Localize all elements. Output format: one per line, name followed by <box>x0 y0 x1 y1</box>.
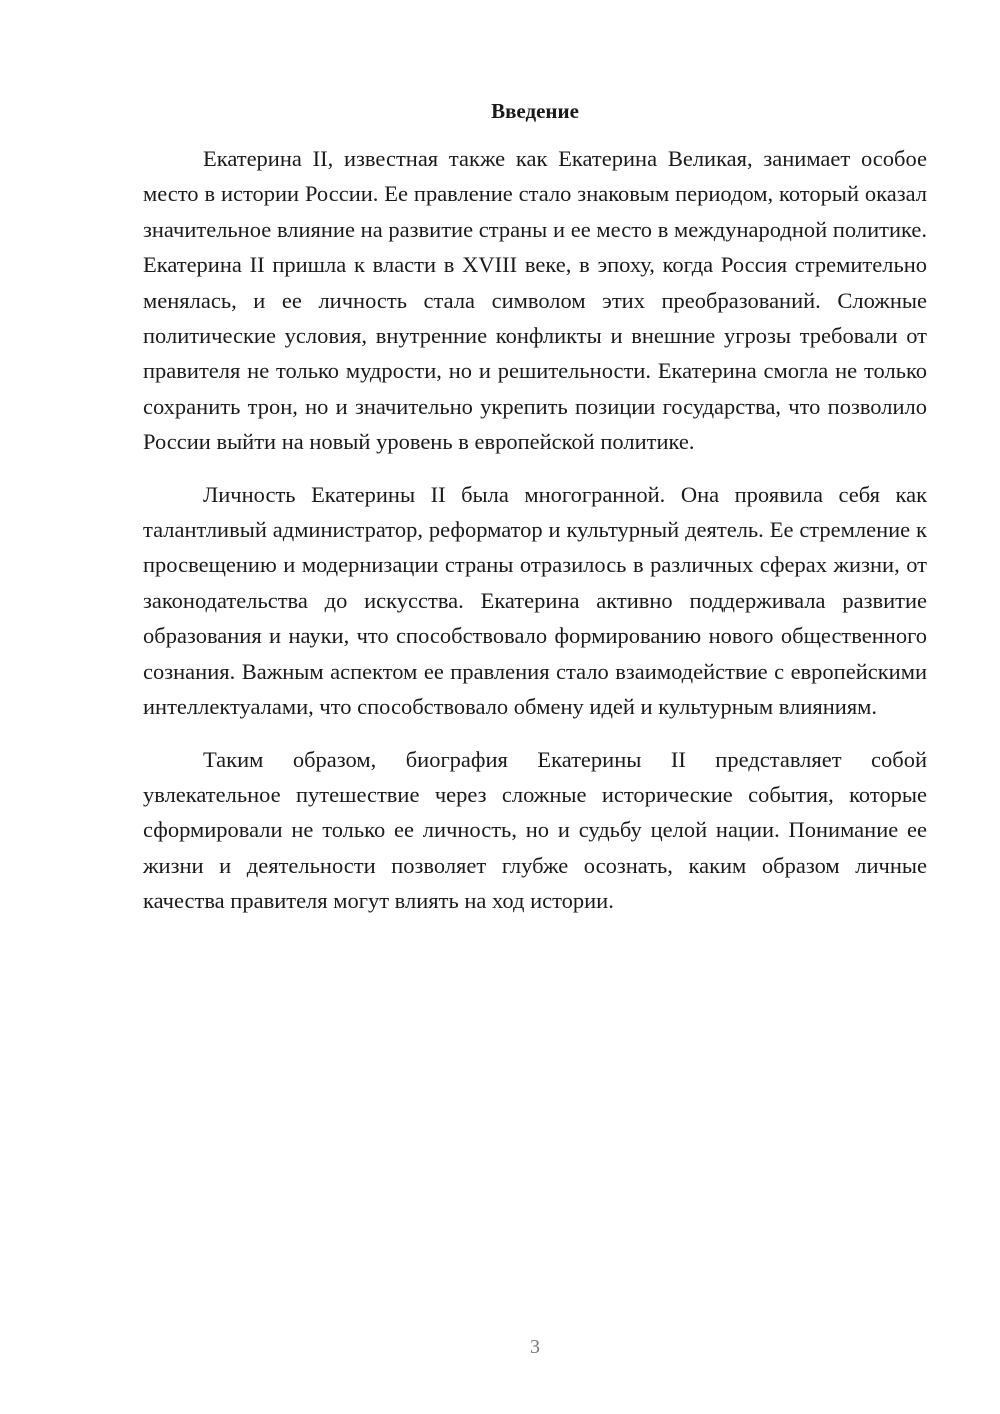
paragraph-2: Личность Екатерины II была многогранной. Она проявила себя как талантливый администратор, реформатор и культурный деятель. Ее стремление к просвещению и модернизации страны отразилось в различных сферах жизни, от законодательства до искусства. Екатерина активно поддерживала развитие образования и науки, что способствовало формированию нового общественного сознания. Важным аспектом ее правления стало взаимодействие с европейскими интеллектуалами, что способствовало обмену идей и культурным влияниям. <box>143 481 927 720</box>
section-heading: Введение <box>491 99 579 123</box>
body-text <box>143 141 927 936</box>
paragraph-3: Таким образом, биография Екатерины II представляет собой увлекательное путешествие через сложные исторические события, которые сформировали не только ее личность, но и судьбу целой нации. Понимание ее жизни и деятельности позволяет глубже осознать, каким образом личные качества правителя могут влиять на ход истории. <box>143 746 927 914</box>
paragraph-1: Екатерина II, известная также как Екатерина Великая, занимает особое место в истории России. Ее правление стало знаковым периодом, который оказал значительное влияние на развитие страны и ее место в международной политике. Екатерина II пришла к власти в XVIII веке, в эпоху, когда Россия стремительно менялась, и ее личность стала символом этих преобразований. Сложные политические условия, внутренние конфликты и внешние угрозы требовали от правителя не только мудрости, но и решительности. Екатерина смогла не только сохранить трон, но и значительно укрепить позиции государства, что позволило России выйти на новый уровень в европейской политике. <box>143 146 927 455</box>
page-number: 3 <box>530 1336 540 1358</box>
